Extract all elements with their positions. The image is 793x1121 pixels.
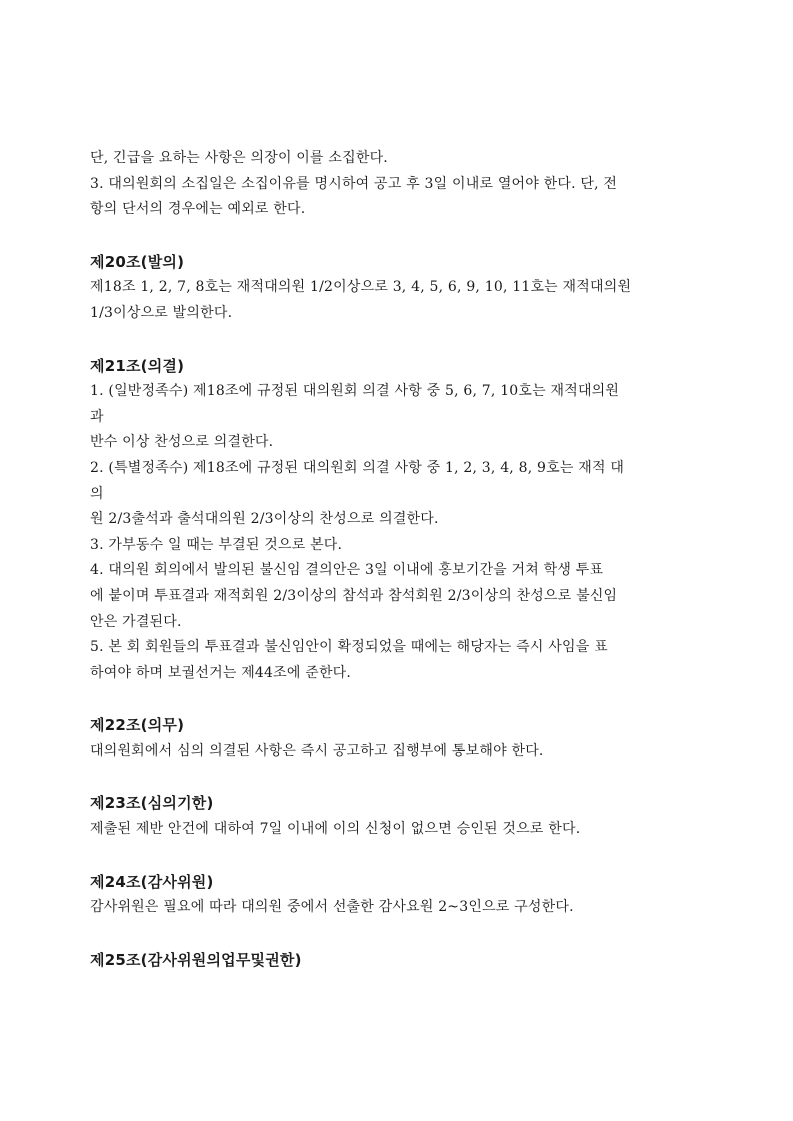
text-line: 단, 긴급을 요하는 사항은 의장이 이를 소집한다. — [90, 150, 388, 166]
article-heading: 제22조(의무) — [90, 716, 185, 735]
intro-paragraph — [90, 146, 710, 223]
text-line: 1/3이상으로 발의한다. — [90, 304, 233, 321]
text-line: 2. (특별정족수) 제18조에 규정된 대의원회 의결 사항 중 1, 2, 3, 4, 8, 9호는 재적 대 — [90, 459, 625, 476]
article-25 — [90, 948, 710, 974]
text-line: 감사위원은 필요에 따라 대의원 중에서 선출한 감사요원 2~3인으로 구성한다. — [90, 899, 574, 916]
text-line: 4. 대의원 회의에서 발의된 불신임 결의안은 3일 이내에 홍보기간을 거쳐 학생 투표 — [90, 562, 604, 579]
document-page — [90, 146, 710, 973]
text-line: 과 — [90, 408, 104, 425]
article-heading: 제20조(발의) — [90, 252, 185, 271]
text-line: 하여야 하며 보궐선거는 제44조에 준한다. — [90, 664, 352, 681]
article-heading: 제21조(의결) — [90, 356, 185, 375]
text-line: 대의원회에서 심의 의결된 사항은 즉시 공고하고 집행부에 통보해야 한다. — [90, 742, 544, 759]
text-line: 3. 대의원회의 소집일은 소집이유를 명시하여 공고 후 3일 이내로 열어야 한다. 단, 전 — [90, 175, 618, 192]
article-heading: 제23조(심의기한) — [90, 794, 214, 813]
article-20 — [90, 250, 710, 327]
text-line: 5. 본 회 회원들의 투표결과 불신임안이 확정되었을 때에는 해당자는 즉시 사임을 표 — [90, 639, 608, 656]
text-line: 안은 가결된다. — [90, 613, 182, 630]
article-heading: 제24조(감사위원) — [90, 872, 214, 891]
text-line: 제18조 1, 2, 7, 8호는 재적대의원 1/2이상으로 3, 4, 5, 6, 9, 10, 11호는 재적대의원 — [90, 279, 632, 296]
article-22 — [90, 713, 710, 764]
text-line: 에 붙이며 투표결과 재적회원 2/3이상의 참석과 참석회원 2/3이상의 찬성으로 불신임 — [90, 587, 618, 604]
text-line: 원 2/3출석과 출석대의원 2/3이상의 찬성으로 의결한다. — [90, 511, 439, 528]
text-line: 반수 이상 찬성으로 의결한다. — [90, 434, 274, 451]
text-line: 1. (일반정족수) 제18조에 규정된 대의원회 의결 사항 중 5, 6, 7, 10호는 재적대의원 — [90, 383, 620, 400]
article-21 — [90, 354, 710, 687]
text-line: 제출된 제반 안건에 대하여 7일 이내에 이의 신청이 없으면 승인된 것으로 한다. — [90, 821, 581, 838]
text-line: 의 — [90, 485, 104, 502]
text-line: 항의 단서의 경우에는 예외로 한다. — [90, 201, 306, 218]
article-23 — [90, 791, 710, 842]
article-heading: 제25조(감사위원의업무및권한) — [90, 950, 302, 969]
article-24 — [90, 870, 710, 921]
text-line: 3. 가부동수 일 때는 부결된 것으로 본다. — [90, 536, 343, 553]
